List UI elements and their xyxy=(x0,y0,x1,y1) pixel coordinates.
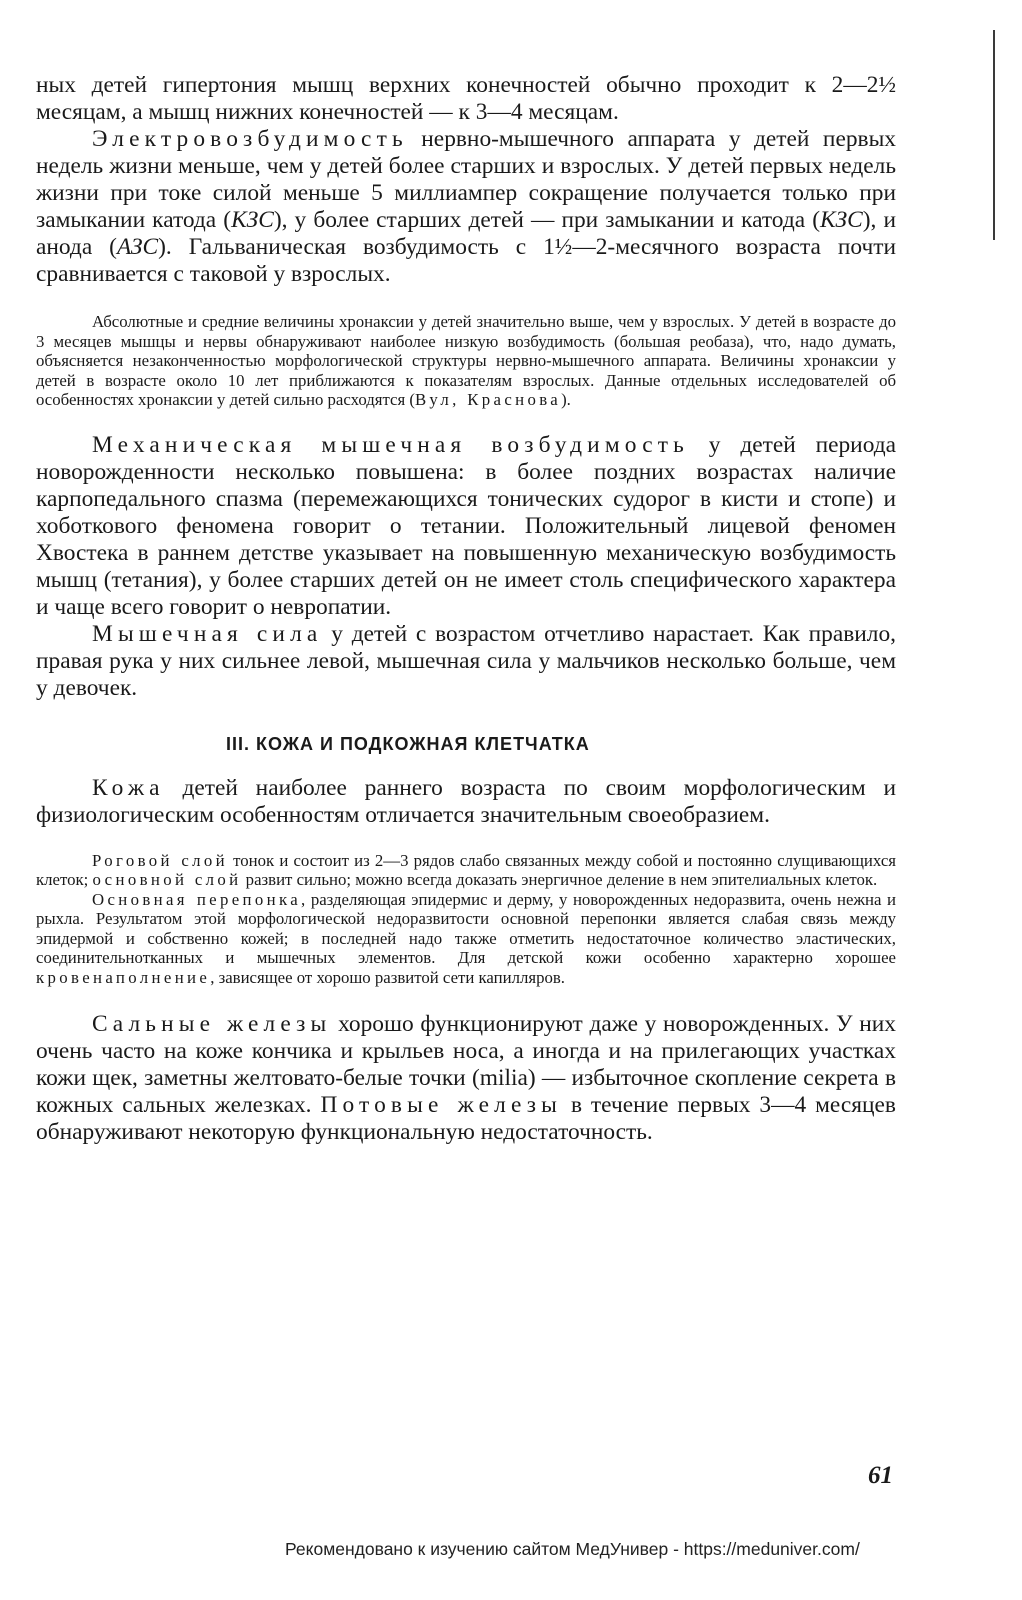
section-heading: III. КОЖА И ПОДКОЖНАЯ КЛЕТЧАТКА xyxy=(226,733,590,754)
small-text: ). xyxy=(561,390,571,409)
paragraph-text: хорошо функционируют даже у новорожденных. У них очень часто на коже кончика и крыльев носа, а иногда и на прилегающих участках кожи щек, заметны желтовато-белые точки (milia) — избыточное скопление секрета в кожных сальных железках. xyxy=(36,1011,897,1118)
spaced-term: Основная перепонка xyxy=(92,889,302,909)
paragraph-skin xyxy=(36,775,896,829)
small-text: , зависящее от хорошо развитой сети капилляров. xyxy=(210,967,565,987)
spaced-term: Механическая мышечная возбудимость xyxy=(92,431,689,458)
paragraph-text: ), и анода ( xyxy=(36,207,896,260)
spaced-term: Электровозбудимость xyxy=(92,126,408,152)
spaced-authors: Вул, Краснова xyxy=(415,390,562,409)
spaced-term: кровенаполнение xyxy=(36,967,211,987)
page-body xyxy=(36,72,896,1146)
spaced-term: Роговой слой xyxy=(92,850,229,870)
spaced-term: Сальные железы xyxy=(92,1011,332,1037)
paragraph-electroexcitability xyxy=(36,126,896,288)
small-text: развит сильно; можно всегда доказать энергичное деление в нем эпителиальных клеток. xyxy=(241,870,878,889)
paragraph-text: детей наиболее раннего возраста по своим морфологическим и физиологическим особенностям отличается значительным своеобразием. xyxy=(36,774,896,828)
page-edge-shadow xyxy=(993,30,995,240)
paragraph-muscle-strength xyxy=(36,621,896,702)
paragraph-text: нервно-мышечного аппарата у детей первых недель жизни меньше, чем у детей более старших и взрослых. У детей первых недель жизни при токе силой меньше 5 миллиампер сокращение получается только при замыкании катода ( xyxy=(36,126,896,233)
small-paragraph-membrane xyxy=(36,890,896,988)
paragraph-text: у детей периода новорожденности несколько повышена: в более поздних возрастах наличие карпопедального спазма (перемежающихся тонических судорог в кисти и стопе) и хоботкового феномена говорит о тетании. Положительный лицевой феномен Хвостека в раннем детстве указывает на повышенную механическую возбудимость мышц (тетания), у более старших детей он не имеет столь специфического характера и чаще всего говорит о невропатии. xyxy=(36,431,896,620)
paragraph-text: ), у более старших детей — при замыкании и катода ( xyxy=(273,207,821,233)
abbr-azs: АЗС xyxy=(116,234,159,260)
small-text: тонок и состоит из 2—3 рядов слабо связанных между собой и постоянно слущивающихся клеток; xyxy=(36,850,896,889)
page-number: 61 xyxy=(868,1462,893,1489)
abbr-kzs: КЗС xyxy=(820,207,863,233)
small-paragraph-horny-layer xyxy=(36,851,896,890)
spaced-term: основной слой xyxy=(92,870,242,889)
paragraph-text: в течение первых 3—4 месяцев обнаруживают некоторую функциональную недостаточность. xyxy=(36,1092,896,1145)
paragraph-glands xyxy=(36,1011,896,1146)
paragraph-text: ). Гальваническая возбудимость с 1½—2-месячного возраста почти сравнивается с таковой у взрослых. xyxy=(36,234,896,287)
paragraph-continuation xyxy=(36,72,896,126)
small-text: Абсолютные и средние величины хронаксии у детей значительно выше, чем у взрослых. У детей в возрасте до 3 месяцев мышцы и нервы обнаруживают наиболее низкую возбудимость (большая реобаза), что, надо думать, объясняется незаконченностью морфологической структуры нервно-мышечного аппарата. Величины хронаксии у детей в возрасте около 10 лет приближаются к показателям взрослых. Данные отдельных исследователей об особенностях хронаксии у детей сильно расходятся ( xyxy=(36,312,896,409)
footer-recommendation: Рекомендовано к изучению сайтом МедУнивер - https://meduniver.com/ xyxy=(285,1539,860,1559)
paragraph-text: ных детей гипертония мышц верхних конечностей обычно проходит к 2—2½ месяцам, а мышц нижних конечностей — к 3—4 месяцам. xyxy=(36,72,896,125)
paragraph-text: у детей с возрастом отчетливо нарастает. Как правило, правая рука у них сильнее левой, мышечная сила у мальчиков несколько больше, чем у девочек. xyxy=(36,620,896,701)
spaced-term: Кожа xyxy=(92,774,165,801)
paragraph-mechanical xyxy=(36,432,896,621)
spaced-term: Мышечная сила xyxy=(92,620,323,647)
spaced-term: Потовые железы xyxy=(320,1092,563,1118)
abbr-kzs: КЗС xyxy=(231,207,274,233)
small-text: , разделяющая эпидермис и дерму, у новорожденных недоразвита, очень нежна и рыхла. Результатом этой морфологической недоразвитости основной перепонки является слабая связь между эпидермой и собственно кожей; в последней надо также отметить недостаточное количество эластических, соединительнотканных и мышечных элементов. Для детской кожи особенно характерно хорошее xyxy=(36,889,896,967)
small-paragraph-chronaxie xyxy=(36,312,896,410)
